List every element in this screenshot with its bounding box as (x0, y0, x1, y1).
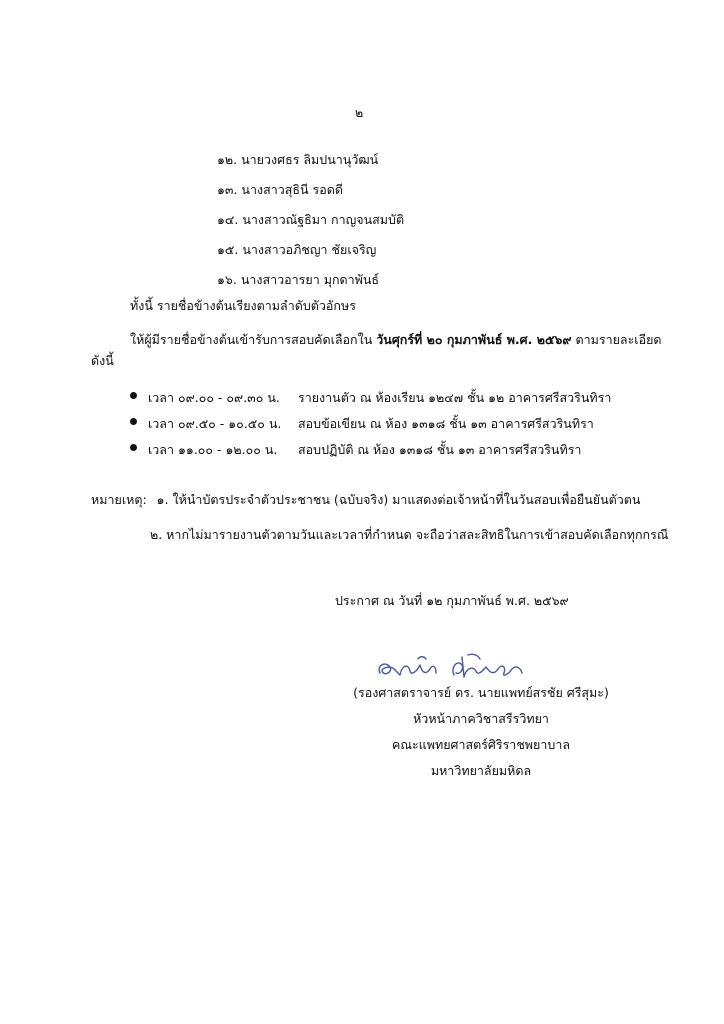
schedule-item (130, 414, 630, 440)
exam-date: วันศุกร์ที่ ๒๐ กุมภาพันธ์ พ.ศ. ๒๕๖๙ (376, 332, 572, 347)
schedule-item (130, 440, 630, 466)
signer-name: (รองศาสตราจารย์ ดร. นายแพทย์สรชัย ศรีสุมะ) (353, 685, 609, 700)
remarks-label: หมายเหตุ: (91, 492, 147, 507)
page-number: ๒ (355, 105, 364, 120)
schedule-time: เวลา ๐๙.๕๐ - ๑๐.๕๐ น. (148, 416, 282, 431)
exam-intro-text: ให้ผู้มีรายชื่อข้างต้นเข้ารับการสอบคัดเลือกใน (130, 332, 377, 347)
announce-date: ประกาศ ณ วันที่ ๑๒ กุมภาพันธ์ พ.ศ. ๒๕๖๙ (335, 593, 569, 608)
signer-position: หัวหน้าภาควิชาสรีรวิทยา (413, 711, 549, 726)
schedule-time: เวลา ๐๙.๐๐ - ๐๙.๓๐ น. (148, 390, 280, 405)
schedule-detail: สอบข้อเขียน ณ ห้อง ๑๓๑๘ ชั้น ๑๓ อาคารศรีสวรินทิรา (298, 416, 594, 431)
schedule-detail: สอบปฏิบัติ ณ ห้อง ๑๓๑๘ ชั้น ๑๓ อาคารศรีสวรินทิรา (298, 442, 582, 457)
exam-intro-tail: ตามรายละเอียด (571, 332, 662, 347)
list-item: ๑๖. นางสาวอารยา มุกดาพันธ์ (217, 272, 380, 287)
bullet-icon (130, 444, 137, 451)
signer-university: มหาวิทยาลัยมหิดล (430, 763, 532, 778)
remarks-line-1 (91, 491, 640, 509)
list-item: ๑๒. นายวงศธร ลิมปนานุวัฒน์ (217, 152, 379, 167)
signer-faculty: คณะแพทยศาสตร์ศิริราชพยาบาล (391, 737, 570, 752)
schedule-list (130, 388, 630, 466)
sort-note: ทั้งนี้ รายชื่อข้างต้นเรียงตามลำดับตัวอักษร (130, 298, 356, 313)
schedule-detail: รายงานตัว ณ ห้องเรียน ๑๒๔๗ ชั้น ๑๒ อาคารศรีสวรินทิรา (298, 390, 612, 405)
remark-item: ๒. หากไม่มารายงานตัวตามวันและเวลาที่กำหนด จะถือว่าสละสิทธิในการเข้าสอบคัดเลือกทุกกรณี (150, 527, 669, 542)
bullet-icon (130, 392, 137, 399)
exam-intro-continuation: ดังนี้ (91, 353, 114, 368)
list-item: ๑๓. นางสาวสุธินี รอดดี (217, 182, 343, 197)
remark-item: ๑. ให้นำบัตรประจำตัวประชาชน (ฉบับจริง) มาแสดงต่อเจ้าหน้าที่ในวันสอบเพื่อยืนยันตัวตน (156, 492, 641, 507)
handwritten-signature (374, 651, 554, 685)
name-list (217, 152, 404, 302)
signature-block (335, 683, 627, 787)
schedule-item (130, 388, 630, 414)
list-item: ๑๔. นางสาวณัฐธิมา กาญจนสมบัติ (217, 212, 405, 227)
bullet-icon (130, 418, 137, 425)
list-item: ๑๕. นางสาวอภิชญา ชัยเจริญ (217, 242, 377, 257)
schedule-time: เวลา ๑๑.๐๐ - ๑๒.๐๐ น. (148, 442, 278, 457)
exam-intro (130, 331, 662, 349)
